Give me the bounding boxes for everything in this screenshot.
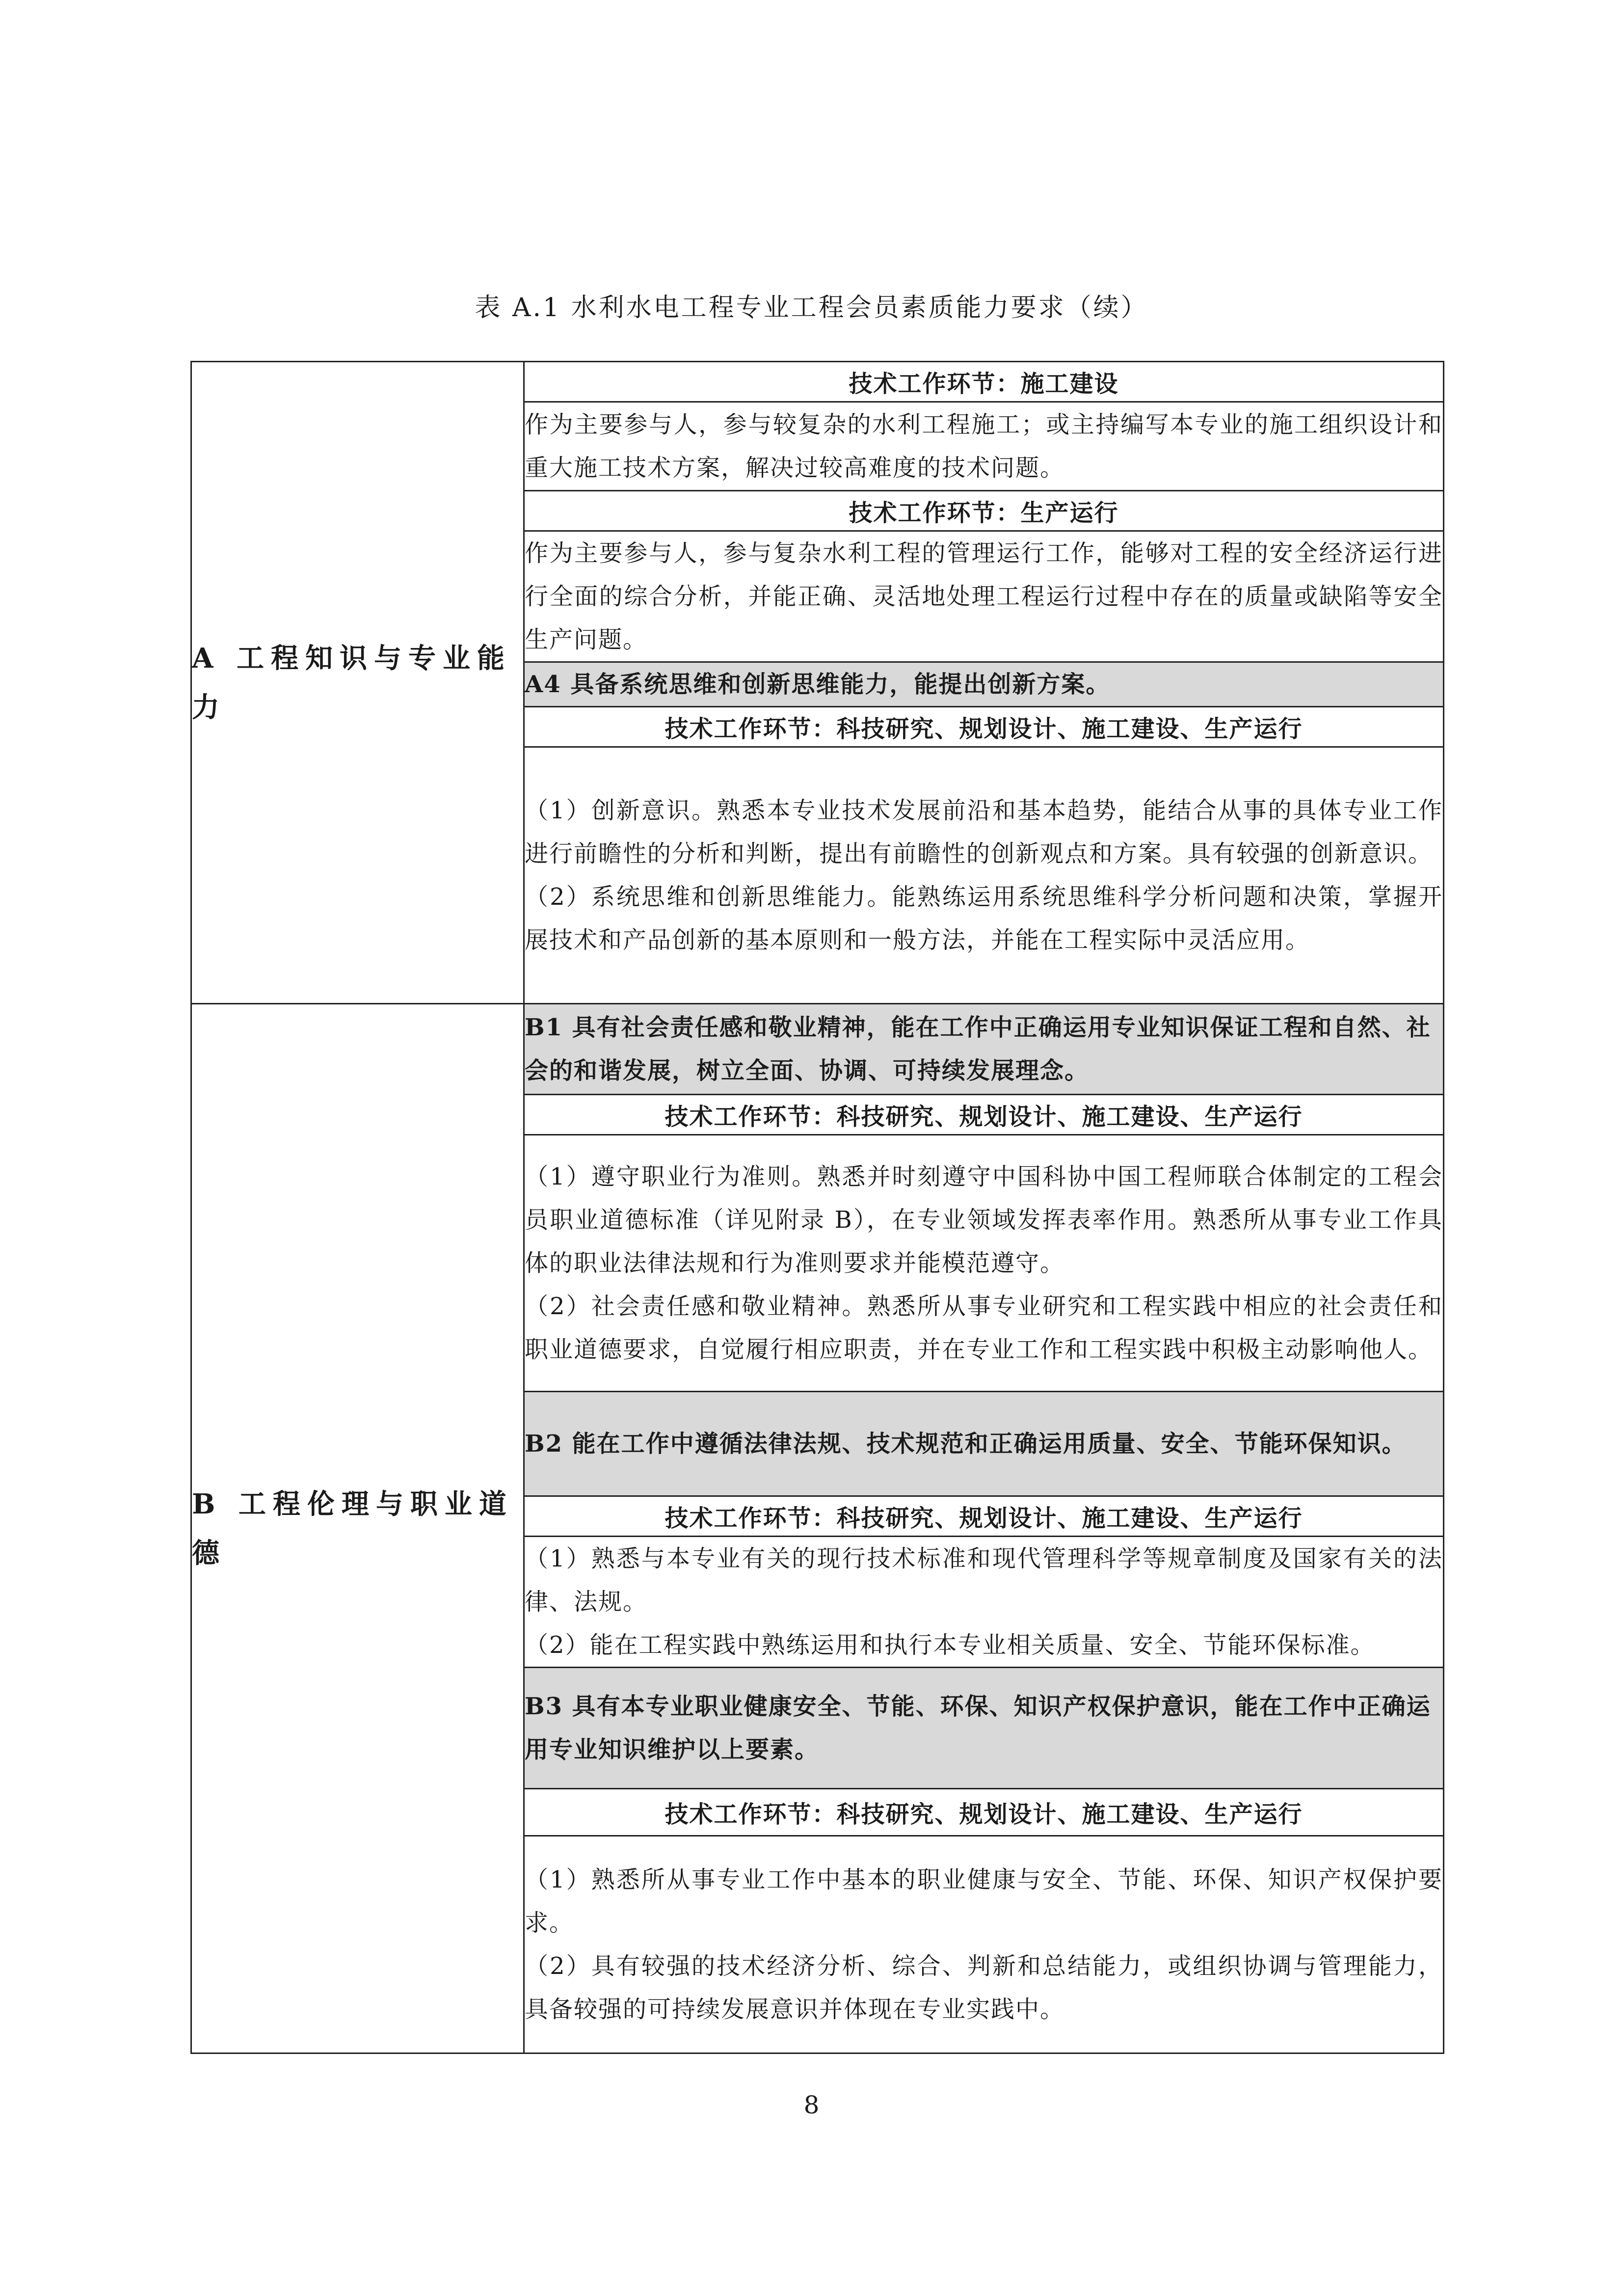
desc-b1 (524, 1135, 1444, 1392)
stage-header-b3: 技术工作环节：科技研究、规划设计、施工建设、生产运行 (524, 1789, 1444, 1836)
table-caption: 表 A.1 水利水电工程专业工程会员素质能力要求（续） (475, 293, 1148, 323)
page-number: 8 (803, 2091, 820, 2119)
desc-operation: 作为主要参与人，参与复杂水利工程的管理运行工作，能够对工程的安全经济运行进行全面的综合分析，并能正确、灵活地处理工程运行过程中存在的质量或缺陷等安全生产问题。 (524, 531, 1444, 662)
desc-construction: 作为主要参与人，参与较复杂的水利工程施工；或主持编写本专业的施工组织设计和重大施工技术方案，解决过较高难度的技术问题。 (524, 402, 1444, 491)
requirement-a4: A4 具备系统思维和创新思维能力，能提出创新方案。 (524, 662, 1444, 707)
desc-b2-item-1: （1）熟悉与本专业有关的现行技术标准和现代管理科学等规章制度及国家有关的法律、法规。 (525, 1545, 1443, 1616)
desc-b2-item-2: （2）能在工程实践中熟练运用和执行本专业相关质量、安全、节能环保标准。 (525, 1631, 1375, 1659)
desc-a4-item-1: （1）创新意识。熟悉本专业技术发展前沿和基本趋势，能结合从事的具体专业工作进行前瞻性的分析和判断，提出有前瞻性的创新观点和方案。具有较强的创新意识。 (525, 797, 1443, 867)
stage-header-b2: 技术工作环节：科技研究、规划设计、施工建设、生产运行 (524, 1496, 1444, 1537)
stage-header-operation: 技术工作环节：生产运行 (524, 491, 1444, 531)
requirement-b2: B2 能在工作中遵循法律法规、技术规范和正确运用质量、安全、节能环保知识。 (524, 1392, 1444, 1496)
category-b: B 工程伦理与职业道德 (191, 1004, 524, 2053)
stage-header-construction: 技术工作环节：施工建设 (524, 362, 1444, 402)
requirement-b3: B3 具有本专业职业健康安全、节能、环保、知识产权保护意识，能在工作中正确运用专业知识维护以上要素。 (524, 1668, 1444, 1789)
desc-b2 (524, 1537, 1444, 1668)
desc-b3-item-2: （2）具有较强的技术经济分析、综合、判新和总结能力，或组织协调与管理能力，具备较强的可持续发展意识并体现在专业实践中。 (525, 1952, 1443, 2023)
requirement-b1: B1 具有社会责任感和敬业精神，能在工作中正确运用专业知识保证工程和自然、社会的和谐发展，树立全面、协调、可持续发展理念。 (524, 1004, 1444, 1095)
category-a: A 工程知识与专业能力 (191, 362, 524, 1004)
desc-b1-item-1: （1）遵守职业行为准则。熟悉并时刻遵守中国科协中国工程师联合体制定的工程会员职业道德标准（详见附录 B），在专业领域发挥表率作用。熟悉所从事专业工作具体的职业法律法规和行为准则要求并能模范遵守。 (525, 1163, 1443, 1277)
stage-header-b1: 技术工作环节：科技研究、规划设计、施工建设、生产运行 (524, 1095, 1444, 1135)
competency-table (190, 361, 1444, 2054)
stage-header-a4: 技术工作环节：科技研究、规划设计、施工建设、生产运行 (524, 707, 1444, 747)
desc-b1-item-2: （2）社会责任感和敬业精神。熟悉所从事专业研究和工程实践中相应的社会责任和职业道德要求，自觉履行相应职责，并在专业工作和工程实践中积极主动影响他人。 (525, 1293, 1443, 1363)
desc-a4-item-2: （2）系统思维和创新思维能力。能熟练运用系统思维科学分析问题和决策，掌握开展技术和产品创新的基本原则和一般方法，并能在工程实际中灵活应用。 (525, 883, 1443, 954)
desc-b3 (524, 1836, 1444, 2053)
desc-b3-item-1: （1）熟悉所从事专业工作中基本的职业健康与安全、节能、环保、知识产权保护要求。 (525, 1866, 1443, 1937)
desc-a4 (524, 747, 1444, 1004)
